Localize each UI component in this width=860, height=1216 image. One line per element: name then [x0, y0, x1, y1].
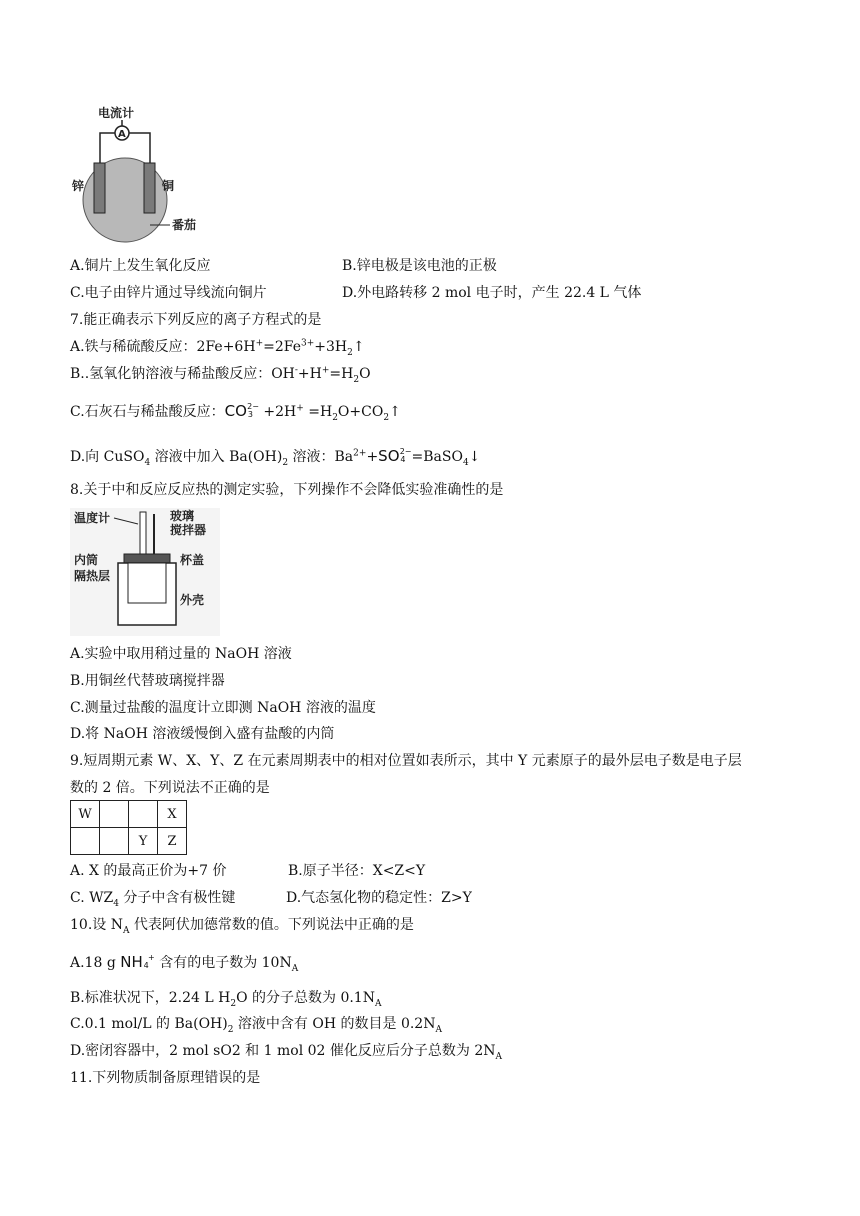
q7-stem: 7.能正确表示下列反应的离子方程式的是 — [70, 312, 322, 328]
svg-text:番茄: 番茄 — [172, 218, 197, 232]
q8-option-b: B.用铜丝代替玻璃搅拌器 — [70, 673, 225, 689]
svg-text:铜: 铜 — [162, 179, 175, 193]
pt-cell — [100, 801, 129, 828]
q9-stem-line2: 数的 2 倍。下列说法不正确的是 — [70, 780, 270, 796]
svg-text:内筒: 内筒 — [74, 553, 99, 567]
q10-option-b: B.标准状况下，2.24 L $H_2O$ 的分子总数为 $0.1N_A$ — [70, 990, 382, 1009]
pt-cell: X — [158, 801, 187, 828]
q9-stem-line1: 9.短周期元素 W、X、Y、Z 在元素周期表中的相对位置如表所示，其中 Y 元素原子的最外层电子数是电子层 — [70, 753, 742, 769]
inner-cup-shape — [128, 563, 166, 603]
q6-option-c: C.电子由锌片通过导线流向铜片 — [70, 285, 267, 301]
q8-option-c: C.测量过盐酸的温度计立即测 NaOH 溶液的温度 — [70, 700, 376, 716]
q8-stem: 8.关于中和反应反应热的测定实验，下列操作不会降低实验准确性的是 — [70, 482, 504, 498]
copper-electrode — [144, 163, 155, 213]
tomato-battery-figure — [70, 100, 220, 250]
q7-option-a: A.铁与稀硫酸反应：$2Fe+6H^+=2Fe^{3+}+3H_2↑$ — [70, 338, 365, 358]
q8-option-d: D.将 NaOH 溶液缓慢倒入盛有盐酸的内筒 — [70, 726, 335, 742]
q8-option-a: A.实验中取用稍过量的 NaOH 溶液 — [70, 646, 292, 662]
pt-cell — [100, 828, 129, 855]
q10-option-d: D.密闭容器中，2 mol sO2 和 1 mol 02 催化反应后分子总数为 $2N_A$ — [70, 1043, 502, 1062]
pt-cell: Z — [158, 828, 187, 855]
q7-option-c: C.石灰石与稀盐酸反应：CO 2− 3 $+2H^+ =H_2O+CO_2↑$ — [70, 402, 401, 423]
q9-option-b: B.原子半径：X<Z<Y — [288, 863, 426, 879]
q6-option-b: B.锌电极是该电池的正极 — [342, 258, 497, 274]
pt-cell: Y — [129, 828, 158, 855]
q10-stem: 10.设 $N_A$ 代表阿伏加德常数的值。下列说法中正确的是 — [70, 917, 414, 936]
svg-text:A: A — [118, 129, 126, 140]
q10-option-a: A.18 g NH + 4 含有的电子数为 $10N_A$ — [70, 953, 299, 974]
q6-option-d: D.外电路转移 2 mol 电子时，产生 22.4 L 气体 — [342, 285, 642, 301]
svg-text:杯盖: 杯盖 — [180, 553, 205, 567]
q11-stem: 11.下列物质制备原理错误的是 — [70, 1070, 261, 1086]
q6-option-a: A.铜片上发生氧化反应 — [70, 258, 211, 274]
pt-cell — [129, 801, 158, 828]
svg-text:搅拌器: 搅拌器 — [170, 523, 207, 537]
calorimeter-figure — [70, 508, 220, 636]
periodic-table-fragment — [70, 800, 187, 855]
q9-option-a: A. X 的最高正价为+7 价 — [70, 863, 227, 879]
lid-shape — [124, 554, 170, 563]
pt-cell — [71, 828, 100, 855]
q9-option-d: D.气态氢化物的稳定性：Z>Y — [286, 890, 472, 906]
svg-text:温度计: 温度计 — [74, 511, 111, 525]
svg-text:玻璃: 玻璃 — [170, 509, 195, 523]
svg-text:锌: 锌 — [72, 179, 85, 193]
svg-text:外壳: 外壳 — [180, 593, 205, 607]
q7-option-d: D.向 CuSO$_4$ 溶液中加入 $Ba(OH)_2$ 溶液：$Ba^{2+}+SO$ 2− 4 =BaSO$_4$↓ — [70, 447, 481, 468]
zinc-electrode — [94, 163, 105, 213]
pt-cell: W — [71, 801, 100, 828]
q7-option-b: B..氢氧化钠溶液与稀盐酸反应：$OH^-+H^+=H_2O$ — [70, 365, 371, 385]
ammeter-label: 电流计 — [98, 106, 135, 120]
svg-text:隔热层: 隔热层 — [74, 569, 111, 583]
q10-option-c: C.0.1 mol/L 的 $Ba(OH)_2$ 溶液中含有 OH 的数目是 $0.2N_A$ — [70, 1016, 442, 1035]
q9-option-c: C. $WZ_4$ 分子中含有极性键 — [70, 890, 236, 909]
